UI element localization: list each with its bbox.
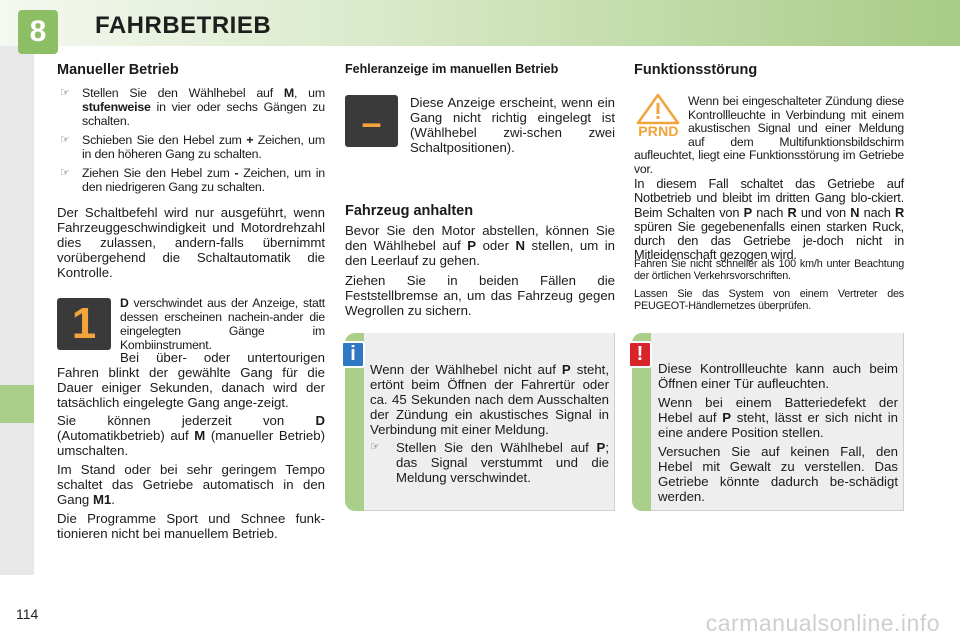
col1-body (57, 350, 325, 541)
col2-icon-text: Diese Anzeige erscheint, wenn ein Gang nicht richtig eingelegt ist (Wählhebel zwi-schen zwei Schaltpositionen). (410, 95, 615, 155)
col1-para2: Bei über- oder untertourigen Fahren blinkt der gewählte Gang für die Dauer einiger Sekunden, danach wird der tatsächlich eingelegte Gang ange-zeigt. (57, 350, 325, 410)
col2-para1: Bevor Sie den Motor abstellen, können Sie den Wählhebel auf P oder N stellen, um in den Leerlauf zu gehen. (345, 223, 615, 268)
chapter-side-tab (0, 385, 34, 423)
col2-heading2: Fahrzeug anhalten (345, 203, 474, 219)
warn-para1: Diese Kontrollleuchte kann auch beim Öffnen einer Tür aufleuchten. (658, 361, 898, 391)
info-para1: Wenn der Wählhebel nicht auf P steht, ertönt beim Öffnen der Fahrertür oder ca. 45 Sekunden nach dem Ausschalten der Zündung ein akustisches Signal in Verbindung mit einer Meldung. (370, 362, 610, 437)
warn-para2: Wenn bei einem Batteriedefekt der Hebel auf P steht, lässt er sich nicht in eine andere Position stellen. (658, 395, 898, 440)
list-item: ☞ Stellen Sie den Wählhebel auf M, um stufenweise in vier oder sechs Gängen zu schalten. (60, 86, 325, 128)
col3-heading: Funktionsstörung (634, 62, 758, 78)
col3-warn-text: Wenn bei eingeschalteter Zündung diese Kontrollleuchte in Verbindung mit einem akustischen Signal und einer Meldung auf dem Multifunktionsbildschirm aufleuchtet, liegt eine Funktionsstörung im Getriebe vor. (634, 94, 904, 176)
list-item: ☞ Schieben Sie den Hebel zum + Zeichen, um in den höheren Gang zu schalten. (60, 133, 325, 161)
page-title: FAHRBETRIEB (95, 12, 272, 39)
page-number: 114 (16, 606, 39, 622)
chapter-number: 8 (18, 10, 58, 54)
col1-bullets (60, 86, 325, 194)
col2-body (345, 223, 615, 318)
col1-para5: Die Programme Sport und Schnee funk-tionieren nicht bei manuellem Betrieb. (57, 511, 325, 541)
hand-pointer-icon: ☞ (370, 441, 380, 453)
footer-watermark: carmanualsonline.info (705, 610, 940, 636)
col3-small1: Fahren Sie nicht schneller als 100 km/h unter Beachtung der örtlichen Verkehrsvorschriften. (634, 258, 904, 283)
hand-pointer-icon: ☞ (60, 87, 70, 99)
hand-pointer-icon: ☞ (60, 167, 70, 179)
col1-d-text: D verschwindet aus der Anzeige, statt dessen erscheinen nachein-ander die eingelegten Gänge im Kombiinstrument. (120, 296, 325, 352)
list-item: ☞ Ziehen Sie den Hebel zum - Zeichen, um in den niedrigeren Gang zu schalten. (60, 166, 325, 194)
col2-para2: Ziehen Sie in beiden Fällen die Feststellbremse an, um das Fahrzeug gegen Wegrollen zu sichern. (345, 273, 615, 318)
prnd-warning-icon: PRND (636, 93, 681, 141)
error-display-icon: – (345, 95, 398, 147)
exclamation-icon: ! (628, 341, 652, 368)
col1-heading: Manueller Betrieb (57, 62, 179, 78)
side-bar (0, 0, 34, 640)
info-icon: i (341, 341, 365, 368)
list-item: ☞ Stellen Sie den Wählhebel auf P; das Signal verstummt und die Meldung verschwindet. (370, 440, 609, 485)
col2-heading: Fehleranzeige im manuellen Betrieb (345, 62, 559, 76)
gear-display-icon: 1 (57, 298, 111, 350)
info-box-content (370, 362, 609, 485)
col1-para3: Sie können jederzeit von D (Automatikbetrieb) auf M (manueller Betrieb) umschalten. (57, 413, 325, 458)
col1-para4: Im Stand oder bei sehr geringem Tempo schaltet das Getriebe automatisch in den Gang M1. (57, 462, 325, 507)
warning-box-content (658, 361, 898, 504)
hand-pointer-icon: ☞ (60, 134, 70, 146)
warn-para3: Versuchen Sie auf keinen Fall, den Hebel mit Gewalt zu verstellen. Das Getriebe könnte dadurch be-schädigt werden. (658, 444, 898, 504)
col1-para1: Der Schaltbefehl wird nur ausgeführt, wenn Fahrzeuggeschwindigkeit und Motordrehzahl dies zulassen, andern-falls übernimmt vorübergehend die Schaltautomatik die Kontrolle. (57, 205, 325, 280)
col3-small2: Lassen Sie das System von einem Vertreter des PEUGEOT-Händlernetzes überprüfen. (634, 288, 904, 313)
col3-para1: In diesem Fall schaltet das Getriebe auf Notbetrieb und bleibt im dritten Gang blo-ckiert. Beim Schalten von P nach R und von N nach R spüren Sie gegebenenfalls einen starken Ruck, durch den das Getriebe je-doch nicht in Mitleidenschaft gezogen wird. (634, 176, 904, 263)
icon-spacer (634, 95, 688, 149)
